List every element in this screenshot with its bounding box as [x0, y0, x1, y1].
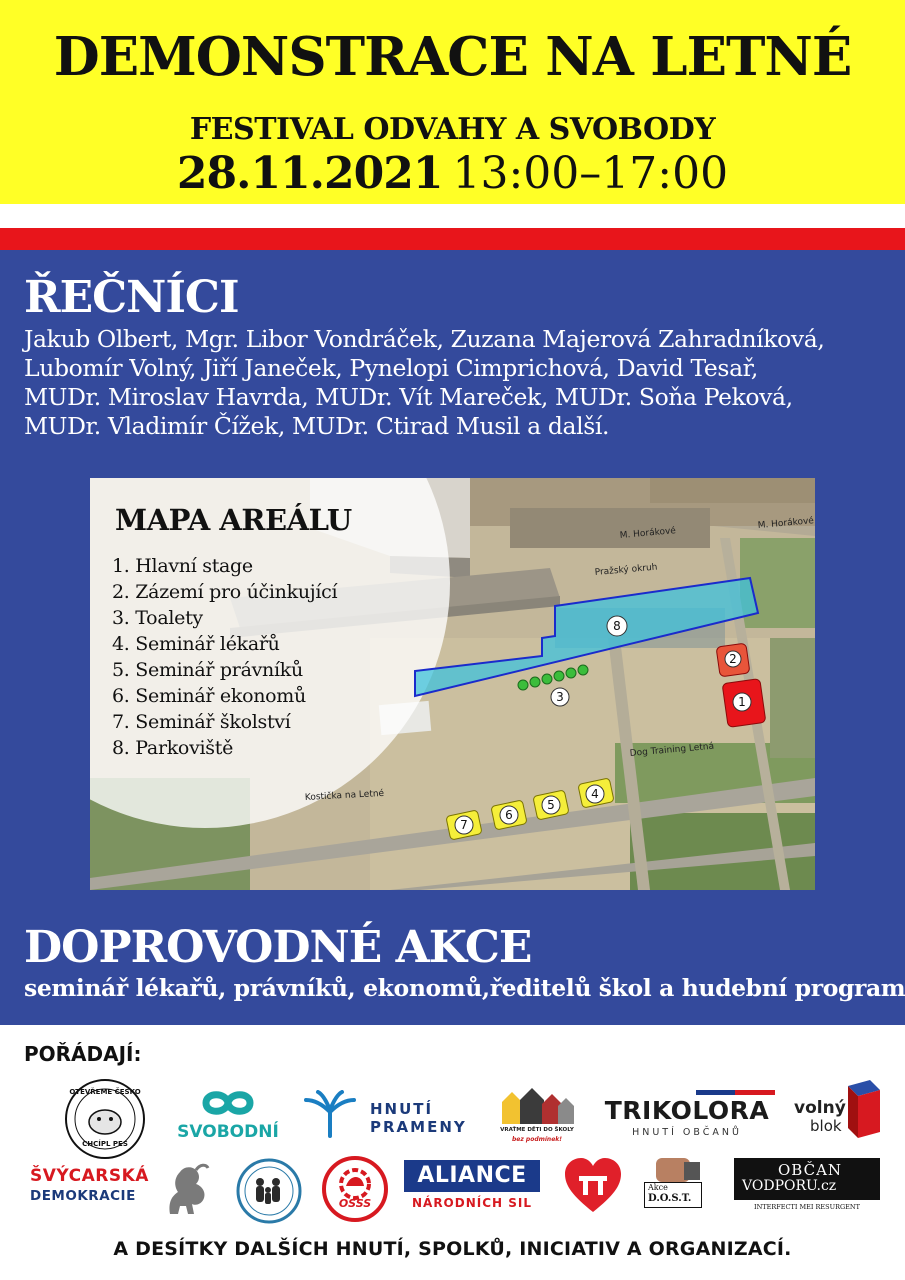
speakers-list [24, 325, 894, 441]
dost-line2: D.O.S.T. [648, 1193, 692, 1204]
legend-number: 2. [112, 581, 130, 603]
list-item [112, 553, 352, 579]
map-marker-label: 3 [556, 690, 564, 704]
hnuti-prameny-logo [302, 1090, 482, 1142]
otevreme-cesko-logo [64, 1078, 146, 1160]
street-label: M. Horákové [619, 526, 677, 541]
map-marker [733, 693, 751, 711]
otevreme-top-text: OTEVŘEME ČESKO [69, 1088, 141, 1096]
map-marker [551, 688, 569, 706]
legend-label: Seminář lékařů [135, 633, 280, 655]
footer-note: A DESÍTKY DALŠÍCH HNUTÍ, SPOLKŮ, INICIATIV A ORGANIZACÍ. [113, 1238, 792, 1260]
legend-label: Hlavní stage [135, 555, 253, 577]
trikolora-flag-bar [657, 1090, 775, 1095]
trikolora-subtext: HNUTÍ OBČANŮ [632, 1127, 742, 1138]
obcan-motto: INTERFECTI MEI RESURGENT [754, 1203, 860, 1211]
aliance-line2: NÁRODNÍCH SIL [411, 1196, 533, 1210]
aliance-narodnich-sil-logo [404, 1160, 540, 1216]
list-item [112, 605, 352, 631]
street-label: Pražský okruh [594, 562, 658, 578]
lion-logo [160, 1160, 210, 1218]
map-title: MAPA AREÁLU [115, 503, 352, 537]
speakers-line: Lubomír Volný, Jiří Janeček, Pynelopi Cimprichová, David Tesař, [24, 354, 758, 382]
legend-label: Zázemí pro účinkující [135, 581, 338, 603]
event-date: 28.11.2021 [176, 148, 443, 199]
speakers-heading: ŘEČNÍCI [24, 272, 239, 323]
list-item [112, 631, 352, 657]
event-datetime [0, 148, 905, 199]
map-legend-list [112, 553, 352, 761]
page-subtitle: FESTIVAL ODVAHY A SVOBODY [189, 112, 716, 147]
aliance-line1: ALIANCE [404, 1160, 540, 1192]
legend-number: 3. [112, 607, 130, 629]
list-item [112, 579, 352, 605]
flag-stripe-white [0, 204, 905, 228]
svobodni-text: SVOBODNÍ [177, 1122, 279, 1142]
map-marker [500, 806, 518, 824]
legend-label: Seminář ekonomů [135, 685, 306, 707]
map-marker-label: 6 [505, 808, 513, 822]
events-heading: DOPROVODNÉ AKCE [24, 922, 532, 973]
heart-icon [563, 1158, 623, 1214]
svycarska-demokracie-logo [30, 1166, 155, 1214]
speakers-line: MUDr. Miroslav Havrda, MUDr. Vít Mareček, MUDr. Soňa Peková, [24, 383, 793, 411]
prameny-line2: PRAMENY [370, 1118, 467, 1136]
map-marker [725, 651, 741, 667]
map-marker [607, 616, 627, 636]
volny-line1: volný [794, 1098, 846, 1118]
svobodni-logo [168, 1088, 288, 1148]
legend-number: 1. [112, 555, 130, 577]
volny-line2: blok [810, 1117, 842, 1135]
legend-label: Seminář školství [135, 711, 291, 733]
speakers-line: MUDr. Vladimír Čížek, MUDr. Ctirad Musil a další. [24, 412, 610, 440]
venue-map [90, 478, 815, 890]
legend-label: Toalety [135, 607, 203, 629]
vratme-deti-logo [498, 1086, 576, 1146]
dost-line1: Akce [648, 1183, 668, 1192]
map-marker-label: 5 [547, 798, 555, 812]
street-label: M. Horákové [757, 516, 815, 531]
map-marker-label: 1 [738, 695, 746, 709]
map-marker-label: 4 [591, 787, 599, 801]
organizers-heading: POŘÁDAJÍ: [24, 1042, 142, 1066]
infinity-icon [168, 1088, 288, 1118]
akce-dost-logo [644, 1156, 702, 1208]
heart-logo [563, 1158, 623, 1214]
map-marker-label: 2 [729, 652, 737, 666]
map-marker [542, 796, 560, 814]
svycarska-line2: DEMOKRACIE [30, 1188, 136, 1204]
street-label: Dog Training Letná [629, 741, 715, 759]
list-item [112, 683, 352, 709]
map-marker-label: 8 [613, 619, 621, 633]
otevreme-bottom-text: CHCÍPL PES [82, 1140, 128, 1148]
fist-icon [644, 1156, 702, 1184]
list-item [112, 735, 352, 761]
legend-number: 5. [112, 659, 130, 681]
legend-label: Parkoviště [135, 737, 234, 759]
legend-number: 4. [112, 633, 130, 655]
events-description: seminář lékařů, právníků, ekonomů,ředitelů škol a hudební program [24, 974, 905, 1002]
legend-number: 7. [112, 711, 130, 733]
osss-text: OSSS [338, 1197, 372, 1210]
lion-icon [160, 1160, 210, 1218]
trikolora-logo [597, 1090, 777, 1142]
osss-logo [322, 1156, 388, 1222]
page-title: DEMONSTRACE NA LETNÉ [53, 26, 852, 88]
legend-label: Seminář právníků [135, 659, 303, 681]
obcan-vodporu-logo [734, 1158, 880, 1214]
map-legend [112, 503, 352, 761]
school-houses-icon [498, 1086, 576, 1126]
vratme-line1: VRAŤME DĚTI DO ŠKOLY [500, 1127, 574, 1133]
event-time: 13:00–17:00 [452, 148, 729, 199]
vratme-line2: bez podmínek! [511, 1136, 563, 1143]
map-marker-label: 7 [460, 818, 468, 832]
spring-icon [302, 1090, 358, 1138]
list-item [112, 709, 352, 735]
obcan-line2: VODPORU.cz [742, 1178, 837, 1194]
legend-number: 8. [112, 737, 130, 759]
list-item [112, 657, 352, 683]
street-label: Kostička na Letné [304, 788, 385, 803]
map-marker [586, 785, 604, 803]
volny-blok-logo [790, 1080, 882, 1140]
obcan-line1: OBČAN [778, 1161, 843, 1179]
legend-number: 6. [112, 685, 130, 707]
speakers-line: Jakub Olbert, Mgr. Libor Vondráček, Zuzana Majerová Zahradníková, [24, 325, 825, 353]
prameny-line1: HNUTÍ [370, 1100, 434, 1118]
header-banner [0, 0, 905, 204]
svycarska-line1: ŠVÝCARSKÁ [30, 1166, 149, 1186]
family-initiative-logo [236, 1158, 302, 1224]
trikolora-text: TRIKOLORA [604, 1096, 770, 1125]
flag-stripe-red [0, 228, 905, 250]
map-marker [455, 816, 473, 834]
